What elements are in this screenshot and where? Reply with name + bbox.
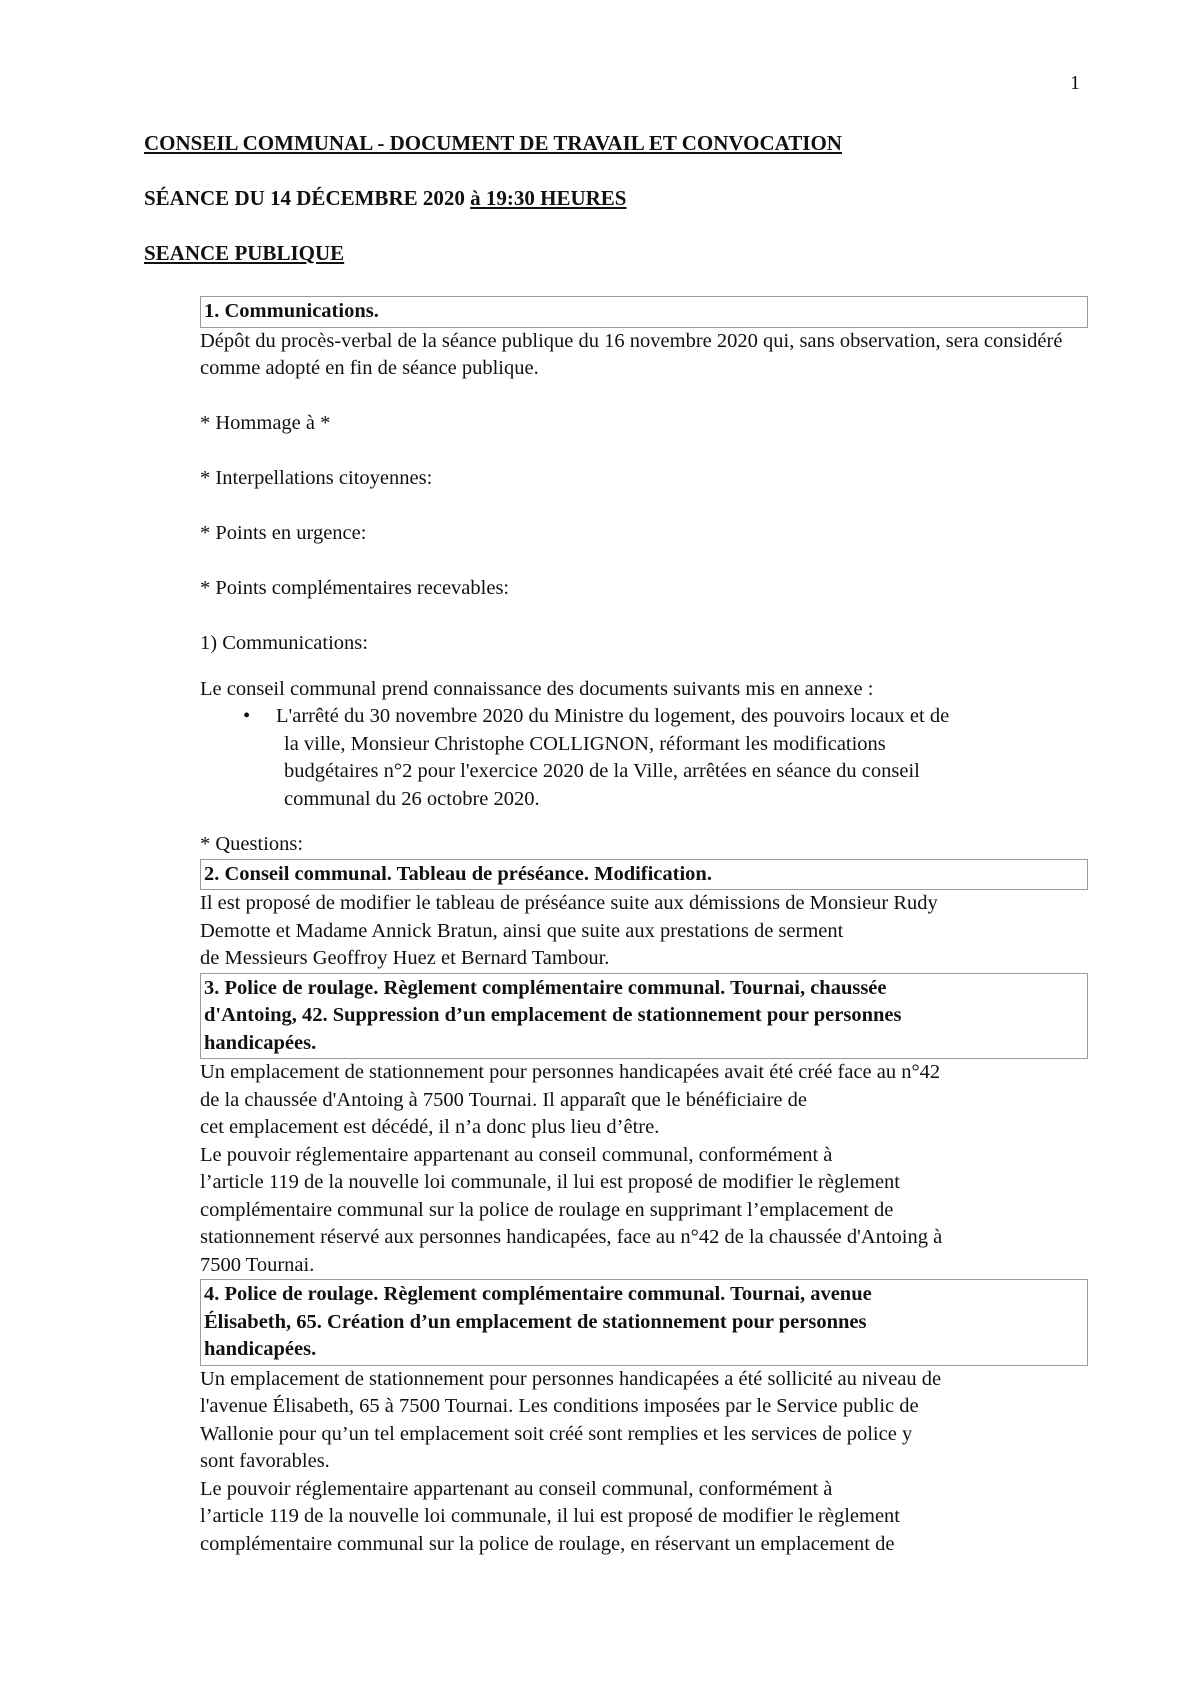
item-2-body: Il est proposé de modifier le tableau de préséance suite aux démissions de Monsieur Rudy Demotte et Madame Annick Bratun, ainsi que suite aux prestations de serment de Messieurs Geoffroy Huez et Bernard Tambour. — [200, 892, 938, 969]
item-1-urgence: * Points en urgence: — [200, 522, 367, 544]
item-1-depot-text: Dépôt du procès-verbal de la séance publique du 16 novembre 2020 qui, sans observation, sera considéré comme adopté en fin de séance publique. — [200, 329, 1063, 379]
seance-publique-text: SEANCE PUBLIQUE — [144, 241, 345, 265]
annex-list-item: • L'arrêté du 30 novembre 2020 du Ministre du logement, des pouvoirs locaux et de la ville, Monsieur Christophe COLLIGNON, réformant les modifications budgétaires n°2 pour l'exercice 2020 de la Ville, arrêtées en séance du conseil communal du 26 octobre 2020. — [247, 703, 1090, 813]
item-1-prend-connaissance: Le conseil communal prend connaissance des documents suivants mis en annexe : — [200, 677, 874, 700]
page-number: 1 — [1070, 72, 1080, 94]
agenda-item-2-title: 2. Conseil communal. Tableau de préséance. Modification. — [200, 859, 1088, 891]
item-3-body: Un emplacement de stationnement pour personnes handicapées avait été créé face au n°42 de la chaussée d'Antoing à 7500 Tournai. Il apparaît que le bénéficiaire de cet emplacement est décédé, il n’a donc plus lieu d’être. Le pouvoir réglementaire appartenant au conseil communal, conformément à l’article 119 de la nouvelle loi communale, il lui est proposé de modifier le règlement complémentaire communal sur la police de roulage en supprimant l’emplacement de stationnement réservé aux personnes handicapées, face au n°42 de la chaussée d'Antoing à 7500 Tournai. — [200, 1061, 943, 1276]
seance-date: SÉANCE DU 14 DÉCEMBRE 2020 — [144, 186, 471, 210]
document-title — [144, 130, 842, 156]
item-1-questions: * Questions: — [200, 833, 304, 855]
document-title-text: CONSEIL COMMUNAL - DOCUMENT DE TRAVAIL ET CONVOCATION — [144, 131, 842, 155]
agenda-item-1-title: 1. Communications. — [200, 296, 1088, 328]
item-1-interpellations: * Interpellations citoyennes: — [200, 467, 433, 489]
agenda-content — [200, 296, 1090, 1558]
item-1-complementaires: * Points complémentaires recevables: — [200, 577, 510, 599]
agenda-item-4-title: 4. Police de roulage. Règlement complémentaire communal. Tournai, avenue Élisabeth, 65. Création d’un emplacement de stationnement pour personnes handicapées. — [200, 1279, 1088, 1366]
item-4-body: Un emplacement de stationnement pour personnes handicapées a été sollicité au niveau de l'avenue Élisabeth, 65 à 7500 Tournai. Les conditions imposées par le Service public de Wallonie pour qu’un tel emplacement soit créé sont remplies et les services de police y sont favorables. Le pouvoir réglementaire appartenant au conseil communal, conformément à l’article 119 de la nouvelle loi communale, il lui est proposé de modifier le règlement complémentaire communal sur la police de roulage, en réservant un emplacement de — [200, 1367, 942, 1555]
seance-date-heading — [144, 185, 626, 211]
seance-time: à 19:30 HEURES — [470, 186, 627, 210]
agenda-item-3-title: 3. Police de roulage. Règlement complémentaire communal. Tournai, chaussée d'Antoing, 42. Suppression d’un emplacement de stationnement pour personnes handicapées. — [200, 973, 1088, 1060]
annex-list — [200, 703, 1090, 813]
item-1-communications: 1) Communications: — [200, 632, 368, 654]
seance-publique-heading — [144, 240, 344, 266]
item-1-hommage: * Hommage à * — [200, 412, 331, 434]
